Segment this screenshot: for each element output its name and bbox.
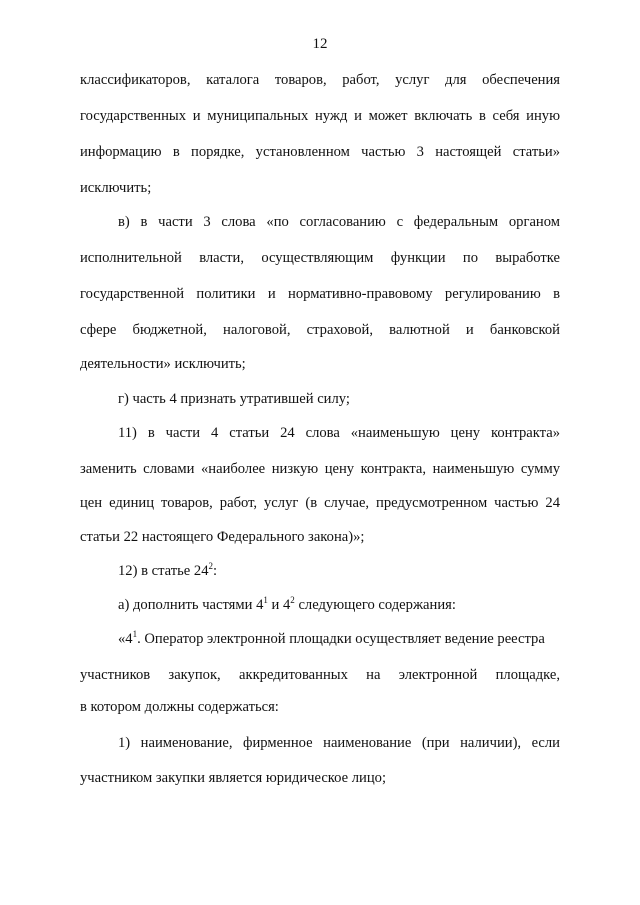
text-fragment: : [213,563,218,579]
paragraph-start-line: 11) в части 4 статьи 24 слова «наименьшую цену контракта» [118,425,560,441]
paragraph-start-line: 1) наименование, фирменное наименование (при наличии), если [118,735,560,751]
text-line: в котором должны содержаться: [80,699,279,715]
text-line: государственной политики и нормативно-правовому регулированию в [80,286,560,302]
paragraph-start-line [118,595,560,615]
text-line: статьи 22 настоящего Федерального закона)»; [80,529,365,545]
superscript: 2 [208,561,214,572]
text-line: информацию в порядке, установленном частью 3 настоящей статьи» [80,144,560,160]
text-fragment: следующего содержания: [294,597,456,613]
paragraph-start-line: в) в части 3 слова «по согласованию с федеральным органом [118,214,560,230]
text-line: участников закупок, аккредитованных на электронной площадке, [80,667,560,683]
text-fragment: «4 [118,631,133,647]
text-line: классификаторов, каталога товаров, работ, услуг для обеспечения [80,72,560,88]
superscript: 1 [132,629,138,640]
text-fragment: 12) в статье 24 [118,563,209,579]
page-number: 12 [312,36,328,52]
paragraph-start-line [118,629,560,649]
text-fragment: и 4 [267,597,291,613]
text-line: государственных и муниципальных нужд и может включать в себя иную [80,108,560,124]
text-fragment: . Оператор электронной площадки осуществляет ведение реестра [137,631,545,647]
superscript: 2 [290,595,295,606]
text-line: исполнительной власти, осуществляющим функции по выработке [80,250,560,266]
text-line: цен единиц товаров, работ, услуг (в случае, предусмотренном частью 24 [80,495,560,511]
text-line: сфере бюджетной, налоговой, страховой, валютной и банковской [80,322,560,338]
paragraph-start-line [118,561,560,581]
paragraph-start-line: г) часть 4 признать утратившей силу; [118,391,350,407]
superscript: 1 [263,595,268,606]
text-line: участником закупки является юридическое лицо; [80,770,387,786]
text-line: исключить; [80,180,152,196]
text-line: заменить словами «наиболее низкую цену контракта, наименьшую сумму [80,461,560,477]
text-fragment: а) дополнить частями 4 [118,597,264,613]
text-line: деятельности» исключить; [80,356,246,372]
